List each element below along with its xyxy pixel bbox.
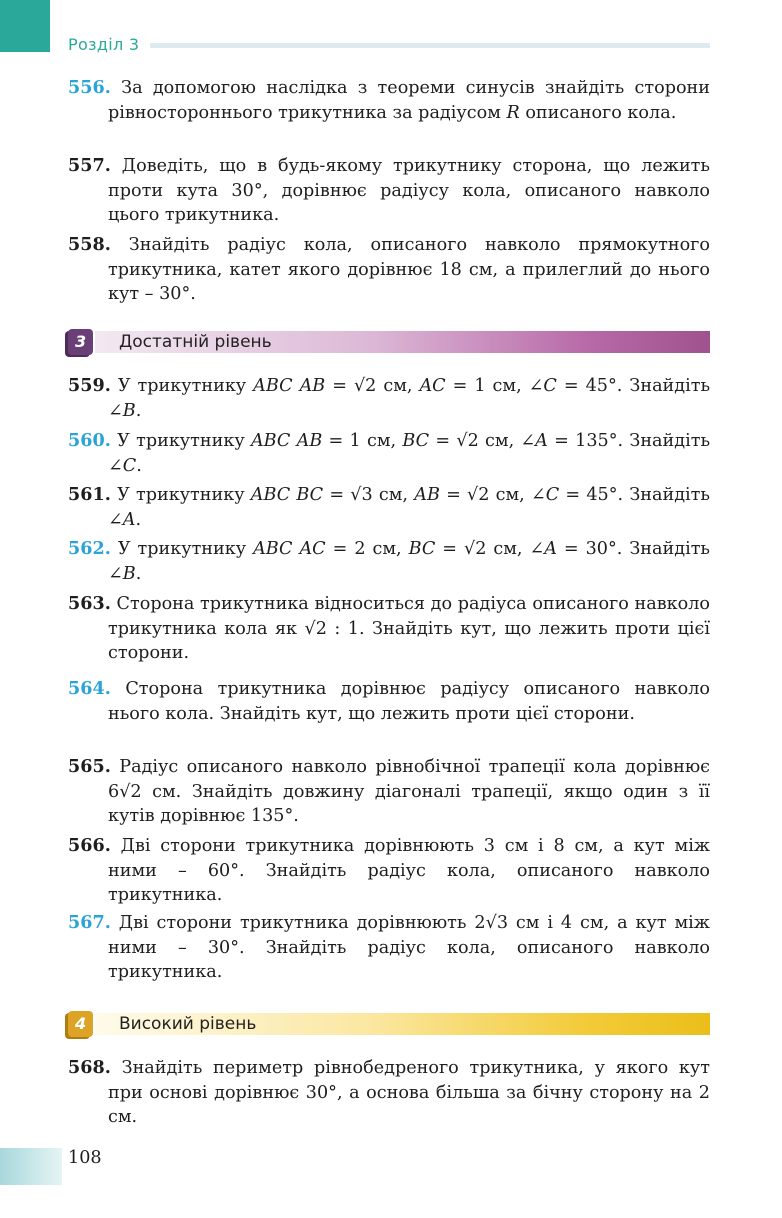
problem-568 xyxy=(68,1056,710,1130)
problem-number: 568. xyxy=(68,1057,111,1078)
problem-566 xyxy=(68,834,710,908)
math-var: AC xyxy=(419,376,446,396)
problem-number: 567. xyxy=(68,912,111,933)
problem-557 xyxy=(68,154,710,228)
problem-number: 557. xyxy=(68,155,111,176)
problem-560 xyxy=(68,429,710,478)
problem-text: = √3 см, xyxy=(329,485,409,505)
problem-561 xyxy=(68,483,710,532)
problem-text: Дві сторони трикутника дорівнюють 3 см і 8 см, а кут між ними – 60°. Знайдіть радіус кола, описаного навколо трикутника. xyxy=(108,836,711,905)
problem-number: 558. xyxy=(68,234,111,255)
problem-text: = 2 см, xyxy=(332,539,402,559)
level-band-sufficient xyxy=(68,331,710,353)
problem-number: 566. xyxy=(68,835,111,856)
problem-text: описаного кола. xyxy=(525,102,677,123)
problem-text: Радіус описаного навколо рівнобічної трапеції кола дорівнює 6√2 см. Знайдіть довжину діагоналі трапеції, якщо один з її кутів дорівнює 135°. xyxy=(108,757,711,826)
level-badge: 3 xyxy=(68,329,93,355)
problem-text: = √2 см, ∠ xyxy=(446,485,546,505)
math-var: BC xyxy=(402,431,430,451)
problem-text: = √2 см, ∠ xyxy=(442,539,545,559)
page-number: 108 xyxy=(68,1148,102,1168)
corner-tab xyxy=(0,0,50,52)
problem-number: 556. xyxy=(68,77,111,98)
problem-text: . xyxy=(135,563,142,584)
level-band-high xyxy=(68,1013,710,1035)
problem-564 xyxy=(68,677,710,726)
math-var: ABC AC xyxy=(253,539,326,559)
problem-text: За допомогою наслідка з теореми синусів знайдіть сторони рівностороннього трикутника за радіусом xyxy=(108,78,710,123)
problem-text: = 45°. Знайдіть ∠ xyxy=(108,376,711,421)
problem-567 xyxy=(68,911,710,985)
problem-number: 562. xyxy=(68,538,111,559)
problem-number: 561. xyxy=(68,484,111,505)
level-title: Високий рівень xyxy=(119,1014,257,1034)
problem-text: Сторона трикутника дорівнює радіусу описаного навколо нього кола. Знайдіть кут, що лежить проти цієї сторони. xyxy=(108,679,710,724)
problem-text: . xyxy=(135,400,142,421)
math-var: C xyxy=(545,485,560,505)
problem-text: Знайдіть периметр рівнобедреного трикутника, у якого кут при основі дорівнює 30°, а основа більша за бічну сторону на 2 см. xyxy=(108,1058,711,1127)
problem-text: . xyxy=(136,455,142,476)
problem-text: = √2 см, xyxy=(332,376,413,396)
problem-558 xyxy=(68,233,710,307)
problem-number: 560. xyxy=(68,430,111,451)
problem-text: Доведіть, що в будь-якому трикутнику сторона, що лежить проти кута 30°, дорівнює радіусу кола, описаного навколо цього трикутника. xyxy=(108,156,710,225)
problem-text: У трикутнику xyxy=(117,485,245,505)
problem-number: 564. xyxy=(68,678,111,699)
problem-text: Знайдіть радіус кола, описаного навколо прямокутного трикутника, катет якого дорівнює 18 см, а прилеглий до нього кут – 30°. xyxy=(108,235,710,304)
problem-text: . xyxy=(135,509,142,530)
math-var: AB xyxy=(414,485,440,505)
problem-563 xyxy=(68,592,710,666)
problem-text: = √2 см, ∠ xyxy=(435,431,536,451)
problem-number: 563. xyxy=(68,593,111,614)
problem-text: У трикутнику xyxy=(117,539,247,559)
problem-text: У трикутнику xyxy=(117,376,247,396)
problem-text: = 135°. Знайдіть ∠ xyxy=(108,431,711,476)
section-label: Розділ 3 xyxy=(68,35,140,54)
math-var: C xyxy=(543,376,557,396)
math-var: B xyxy=(122,563,136,584)
math-var: ABC AB xyxy=(253,376,326,396)
problem-text: = 1 см, ∠ xyxy=(452,376,544,396)
math-var: R xyxy=(506,102,520,123)
problem-562 xyxy=(68,537,710,586)
problem-number: 565. xyxy=(68,756,111,777)
problem-556 xyxy=(68,76,710,125)
problem-text: = 1 см, xyxy=(328,431,397,451)
math-var: ABC AB xyxy=(250,431,323,451)
problem-number: 559. xyxy=(68,375,111,396)
problem-565 xyxy=(68,755,710,829)
problem-text: У трикутнику xyxy=(117,431,245,451)
problem-text: = 30°. Знайдіть ∠ xyxy=(108,539,711,584)
level-badge: 4 xyxy=(68,1011,93,1037)
problem-text: = 45°. Знайдіть ∠ xyxy=(108,485,710,530)
problem-text: Сторона трикутника відноситься до радіуса описаного навколо трикутника кола як √2 : 1. Знайдіть кут, що лежить проти цієї сторони. xyxy=(108,594,710,663)
problem-text: Дві сторони трикутника дорівнюють 2√3 см і 4 см, а кут між ними – 30°. Знайдіть радіус кола, описаного навколо трикутника. xyxy=(108,913,710,982)
math-var: B xyxy=(122,400,136,421)
level-title: Достатній рівень xyxy=(119,332,272,352)
header-rule xyxy=(150,43,710,48)
math-var: A xyxy=(544,539,557,559)
math-var: BC xyxy=(408,539,436,559)
problem-559 xyxy=(68,374,710,423)
math-var: A xyxy=(535,431,548,451)
math-var: ABC BC xyxy=(250,485,324,505)
footer-tab xyxy=(0,1148,62,1185)
math-var: A xyxy=(122,509,136,530)
math-var: C xyxy=(122,455,137,476)
